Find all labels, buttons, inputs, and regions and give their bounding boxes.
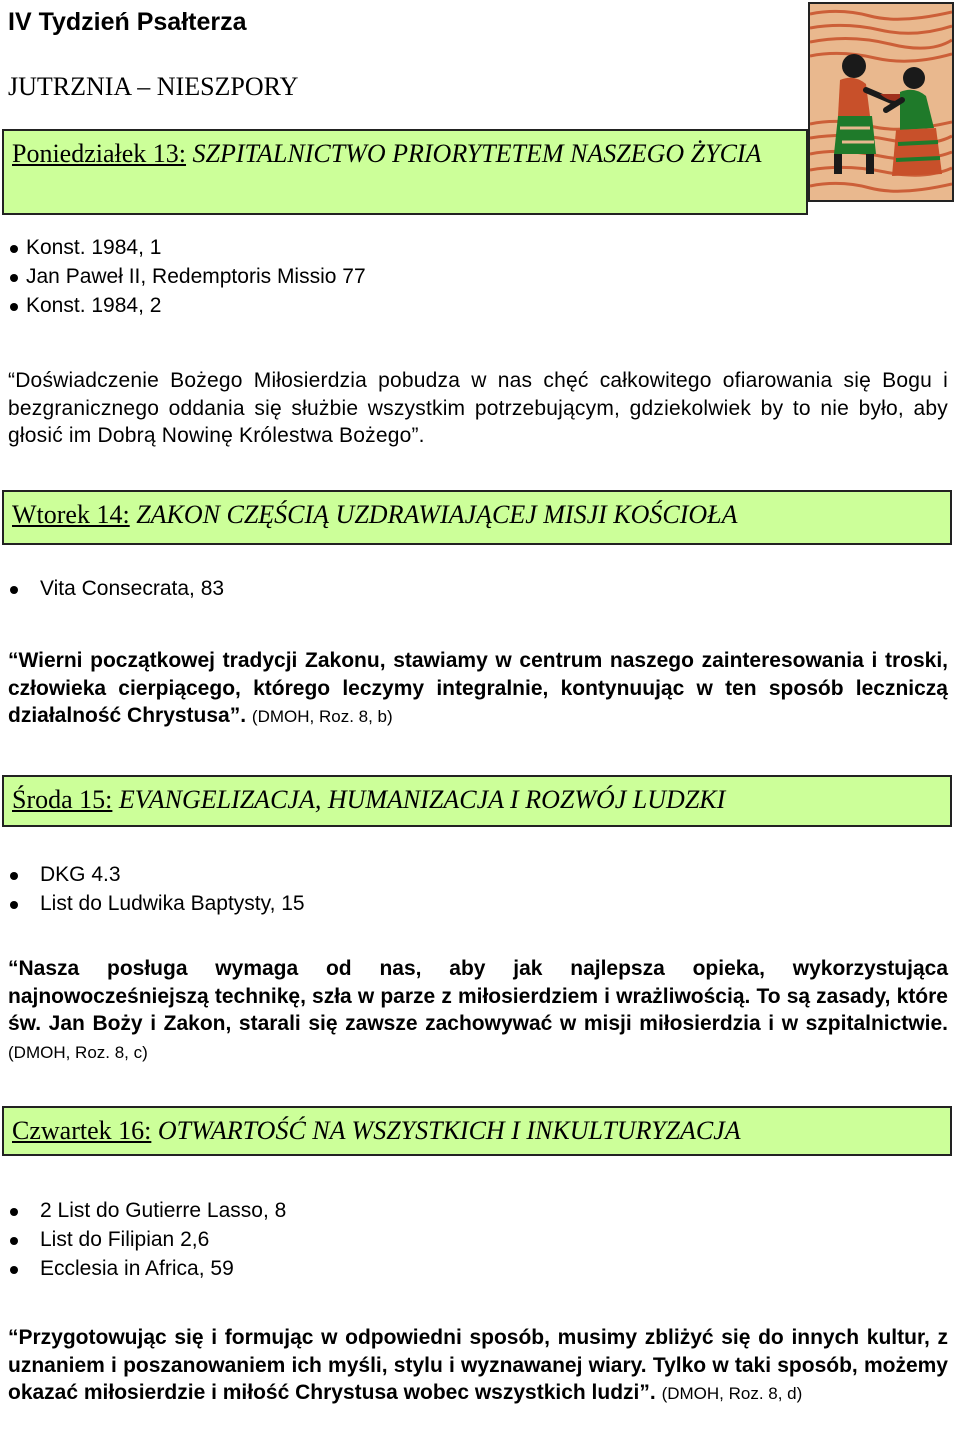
reference-list (8, 1196, 286, 1283)
day-topic: EVANGELIZACJA, HUMANIZACJA I ROZWÓJ LUDZKI (118, 785, 726, 814)
liturgy-hours: JUTRZNIA – NIESZPORY (8, 72, 299, 101)
quote-source: (DMOH, Roz. 8, c) (8, 1042, 148, 1062)
day-heading-thursday (2, 1106, 952, 1156)
reference-item: List do Ludwika Baptysty, 15 (8, 889, 305, 918)
day-label: Czwartek 16: (12, 1116, 152, 1145)
day-topic: SZPITALNICTWO PRIORYTETEM NASZEGO ŻYCIA (192, 139, 762, 168)
reference-item: Konst. 1984, 2 (8, 291, 366, 320)
reference-item: Ecclesia in Africa, 59 (8, 1254, 286, 1283)
day-heading-monday (2, 129, 808, 215)
quote-paragraph (8, 955, 948, 1066)
reference-list (8, 233, 366, 320)
quote-text: “Doświadczenie Bożego Miłosierdzia pobudza w nas chęć całkowitego ofiarowania się Bogu i bezgranicznego oddania się służbie wszystkim potrzebującym, gdziekolwiek by to nie było, aby głosić im Dobrą Nowinę Królestwa Bożego”. (8, 369, 948, 447)
quote-text: “Przygotowując się i formując w odpowiedni sposób, musimy zbliżyć się do innych kultur, z uznaniem i poszanowaniem ich myśli, stylu i wyznawanej wiary. Tylko w taki sposób, możemy okazać miłosierdzie i miłość Chrystusa wobec wszystkich ludzi”. (8, 1326, 948, 1404)
quote-paragraph (8, 1324, 948, 1408)
caregivers-illustration-svg (810, 4, 952, 200)
day-heading-tuesday (2, 490, 952, 545)
quote-paragraph (8, 367, 948, 450)
reference-list (8, 860, 305, 918)
reference-item: Konst. 1984, 1 (8, 233, 366, 262)
caregivers-illustration-icon (808, 2, 954, 202)
day-label: Środa 15: (12, 785, 113, 814)
reference-item: List do Filipian 2,6 (8, 1225, 286, 1254)
day-topic: OTWARTOŚĆ NA WSZYSTKICH I INKULTURYZACJA (157, 1116, 741, 1145)
reference-list (8, 574, 224, 603)
day-label: Wtorek 14: (12, 500, 130, 529)
reference-item: 2 List do Gutierre Lasso, 8 (8, 1196, 286, 1225)
day-heading-wednesday (2, 775, 952, 827)
day-label: Poniedziałek 13: (12, 139, 187, 168)
reference-item: DKG 4.3 (8, 860, 305, 889)
quote-source: (DMOH, Roz. 8, b) (251, 707, 393, 726)
day-topic: ZAKON CZĘŚCIĄ UZDRAWIAJĄCEJ MISJI KOŚCIOŁA (136, 500, 738, 529)
reference-item: Vita Consecrata, 83 (8, 574, 224, 603)
reference-item: Jan Paweł II, Redemptoris Missio 77 (8, 262, 366, 291)
quote-paragraph (8, 647, 948, 731)
week-title: IV Tydzień Psałterza (8, 8, 247, 36)
quote-source: (DMOH, Roz. 8, d) (661, 1384, 803, 1403)
quote-text: “Wierni początkowej tradycji Zakonu, stawiamy w centrum naszego zainteresowania i troski, człowieka cierpiącego, którego leczymy integralnie, kontynuując w ten sposób leczniczą działalność Chrystusa”. (8, 649, 948, 727)
quote-text: “Nasza posługa wymaga od nas, aby jak najlepsza opieka, wykorzystująca najnowocześniejszą technikę, szła w parze z miłosierdziem i wrażliwością. To są zasady, które św. Jan Boży i Zakon, starali się zawsze zachowywać w misji miłosierdzia i w szpitalnictwie. (8, 957, 948, 1035)
